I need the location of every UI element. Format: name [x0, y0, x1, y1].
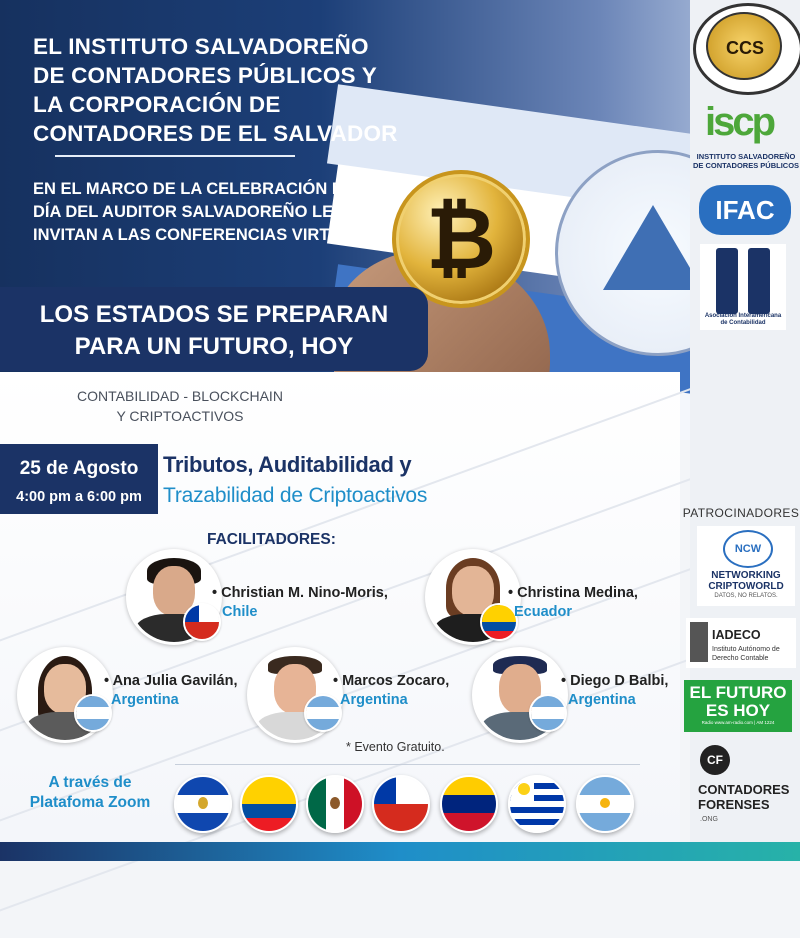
speaker-name: • Christina Medina,	[508, 585, 638, 601]
ecuador-flag-icon	[240, 775, 298, 833]
chile-flag-icon	[372, 775, 430, 833]
argentina-flag-icon	[304, 694, 342, 732]
event-date-box	[0, 444, 158, 514]
subtopic	[60, 386, 300, 426]
cf-line: FORENSES	[698, 797, 770, 812]
sponsors-heading: PATROCINADORES	[682, 506, 800, 520]
speaker-country: Argentina	[111, 692, 179, 708]
event-time: 4:00 pm a 6:00 pm	[16, 489, 142, 505]
argentina-flag-icon	[74, 694, 112, 732]
title-line: EL INSTITUTO SALVADOREÑO	[33, 34, 369, 59]
title-line: LA CORPORACIÓN DE	[33, 92, 281, 117]
bitcoin-coin-icon: ₿	[392, 170, 530, 308]
futuro-line: ES HOY	[705, 701, 771, 720]
divider	[175, 764, 640, 765]
argentina-flag-icon	[529, 694, 567, 732]
headline-line: PARA UN FUTURO, HOY	[74, 333, 354, 360]
globe-icon: NCW	[723, 530, 773, 568]
argentina-flag-icon	[576, 775, 634, 833]
facilitators-heading: FACILITADORES:	[207, 531, 336, 548]
speaker-name: • Diego D Balbi,	[561, 673, 669, 689]
platform-line: Platafoma Zoom	[29, 794, 151, 811]
uruguay-flag-icon	[508, 775, 566, 833]
speaker-country: Ecuador	[514, 604, 573, 620]
contadores-forenses-name	[698, 782, 789, 812]
aic-line: Asociación Interamericana	[704, 313, 782, 319]
iscp-logo: iscp	[705, 100, 774, 144]
free-event-note: * Evento Gratuito.	[346, 740, 445, 754]
coat-of-arms-triangle	[603, 205, 703, 290]
iadeco-name: IADECO	[712, 628, 761, 642]
subtopic-line: CONTABILIDAD - BLOCKCHAIN	[77, 388, 283, 404]
iadeco-subtitle: Instituto Autónomo de Derecho Contable	[712, 646, 780, 662]
platform-line: A través de	[48, 774, 132, 791]
title-line: DE CONTADORES PÚBLICOS Y	[33, 63, 378, 88]
cf-line: CONTADORES	[698, 782, 790, 797]
aic-bar	[716, 248, 738, 314]
futuro-radio: Radio www.am-radio.com | AM 1224	[701, 720, 775, 725]
aic-line: de Contabilidad	[720, 320, 766, 326]
talk-title-line2: Trazabilidad de Criptoactivos	[163, 484, 428, 507]
cf-ong: .ONG	[700, 816, 718, 823]
futuro-line: EL FUTURO	[689, 683, 787, 702]
aic-name	[700, 313, 786, 327]
ecuador-flag-icon	[480, 603, 518, 641]
subtopic-line: Y CRIPTOACTIVOS	[116, 408, 244, 424]
speaker-name: • Marcos Zocaro,	[333, 673, 450, 689]
nw-line: NETWORKING	[711, 570, 781, 581]
invite-line: INVITAN A LAS CONFERENCIAS VIRTUALES:	[33, 226, 391, 244]
title-line: CONTADORES DE EL SALVADOR	[33, 121, 398, 146]
headline-line: LOS ESTADOS SE PREPARAN	[39, 301, 389, 328]
talk-title-line1: Tributos, Auditabilidad y	[163, 452, 412, 477]
networking-tagline: DATOS, NO RELATOS.	[714, 593, 778, 599]
iscp-line: INSTITUTO SALVADOREÑO	[696, 152, 796, 161]
headline-banner	[0, 287, 428, 371]
event-date: 25 de Agosto	[19, 458, 139, 479]
speaker-name: • Christian M. Nino-Moris,	[212, 585, 388, 601]
speaker-country: Chile	[222, 604, 258, 620]
invite-line: EN EL MARCO DE LA CELEBRACIÓN DEL	[33, 180, 365, 198]
venezuela-flag-icon	[440, 775, 498, 833]
ifac-logo: IFAC	[699, 185, 791, 235]
content-panel	[0, 372, 680, 842]
platform-text	[20, 773, 160, 813]
speaker-name: • Ana Julia Gavilán,	[104, 673, 238, 689]
speaker-country: Argentina	[340, 692, 408, 708]
ccs-initials: CCS	[725, 38, 764, 58]
title-divider	[55, 155, 295, 157]
footer-gradient-bar	[0, 842, 800, 861]
networking-criptoworld-name	[697, 570, 795, 592]
cf-logo-mark: CF	[700, 745, 730, 775]
el-salvador-flag-icon	[174, 775, 232, 833]
column-icon	[690, 622, 708, 662]
mexico-flag-icon	[306, 775, 364, 833]
invite-line: DÍA DEL AUDITOR SALVADOREÑO LE	[33, 203, 334, 221]
invitation-text	[33, 178, 393, 247]
nw-line: CRIPTOWORLD	[708, 581, 784, 592]
organizers-title	[33, 32, 423, 148]
chile-flag-icon	[183, 603, 221, 641]
speaker-country: Argentina	[568, 692, 636, 708]
el-futuro-es-hoy-logo	[684, 680, 792, 732]
iscp-name	[692, 152, 800, 170]
iscp-line: DE CONTADORES PÚBLICOS	[692, 161, 800, 170]
aic-bar	[748, 248, 770, 314]
